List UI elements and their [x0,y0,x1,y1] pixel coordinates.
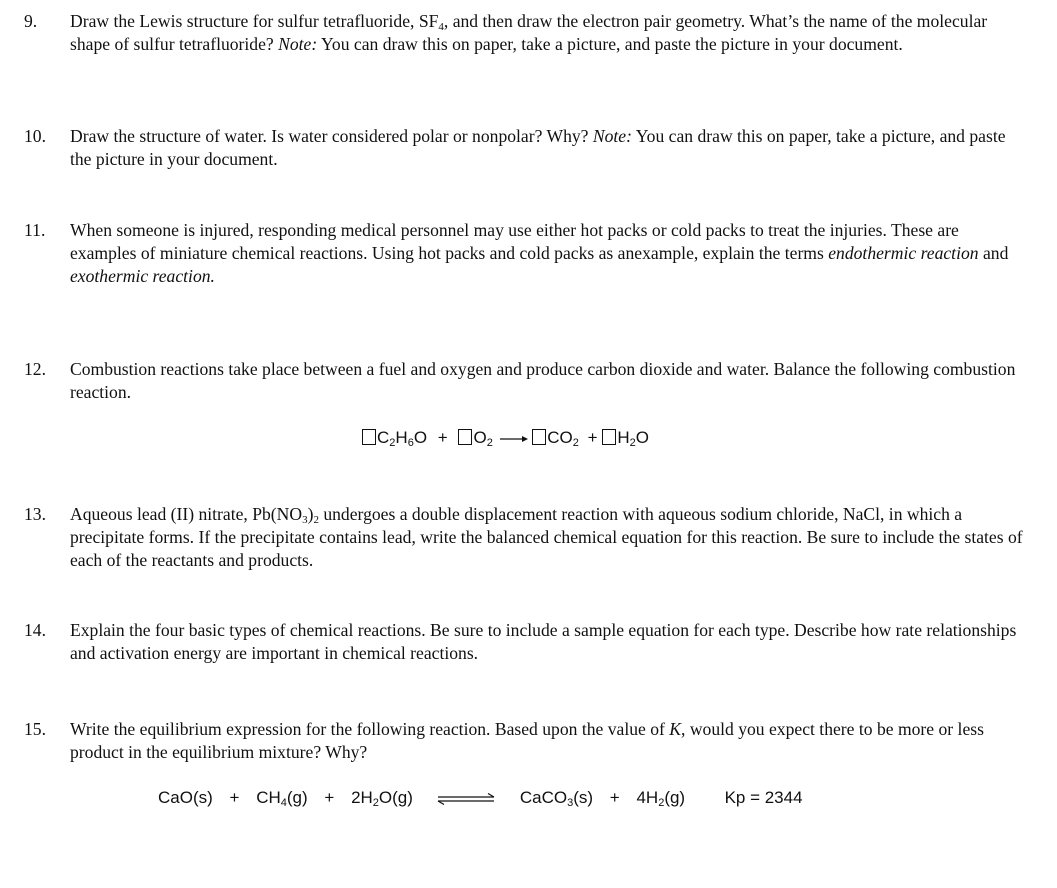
coefficient-box [458,429,472,445]
coefficient-box [602,429,616,445]
coefficient-box [532,429,546,445]
question-text: Aqueous lead (II) nitrate, $Pb(NO_3)_2$ undergoes a double displacement reaction with aqueous sodium chloride, NaCl, in which a precipitate forms. If the precipitate contains lead, write the balanced chemical equation for this reaction. Be sure to include the states of each of the reactants and products. [70,504,1023,570]
question-number: 9. [24,11,38,31]
equilibrium-equation: $CaO(s) + CH_4(g) + 2H_2O(g)$ CaCO$_3$(s) + $4H_2(g) Kp = 2344$ [158,788,803,809]
kp-value: Kp = 2344 [724,788,803,807]
question-text: Draw the Lewis structure for sulfur tetrafluoride, $SF_4$, and then draw the electron pair geometry. What’s the name of the molecular shape of sulfur tetrafluoride? Note: You can draw this on paper, take a picture, and paste the picture in your document. [70,11,988,54]
question-text: Write the equilibrium expression for the following reaction. Based upon the value of K, would you expect there to be more or less product in the equilibrium mixture? Why? [70,719,984,762]
question-text: Draw the structure of water. Is water considered polar or nonpolar? Why? Note: You can draw this on paper, take a picture, and paste the picture in your document. [70,126,1006,169]
question-number: 10. [24,126,46,146]
question-13 [24,503,1024,572]
question-number: 13. [24,504,46,524]
question-15 [24,718,1024,764]
question-text: Combustion reactions take place between a fuel and oxygen and produce carbon dioxide and water. Balance the following combustion reaction. [70,359,1016,402]
question-12 [24,358,1024,404]
question-number: 15. [24,719,46,739]
question-number: 14. [24,620,46,640]
reaction-arrow-icon [498,428,528,447]
combustion-equation: $C_2H_6O + O_2$ $CO_2 + H_2O$ [362,428,649,448]
question-text: Explain the four basic types of chemical reactions. Be sure to include a sample equation for each type. Describe how rate relationships and activation energy are important in chemical reactions. [70,620,1017,663]
question-10 [24,125,1024,171]
question-number: 11. [24,220,46,240]
coefficient-box [362,429,376,445]
question-number: 12. [24,359,46,379]
question-9 [24,10,1024,56]
question-11 [24,219,1024,288]
equilibrium-arrow-icon [436,788,496,807]
question-14 [24,619,1024,665]
question-text: When someone is injured, responding medical personnel may use either hot packs or cold packs to treat the injuries. These are examples of miniature chemical reactions. Using hot packs and cold packs as anexample, explain the terms endothermic reaction and exothermic reaction. [70,220,1009,286]
